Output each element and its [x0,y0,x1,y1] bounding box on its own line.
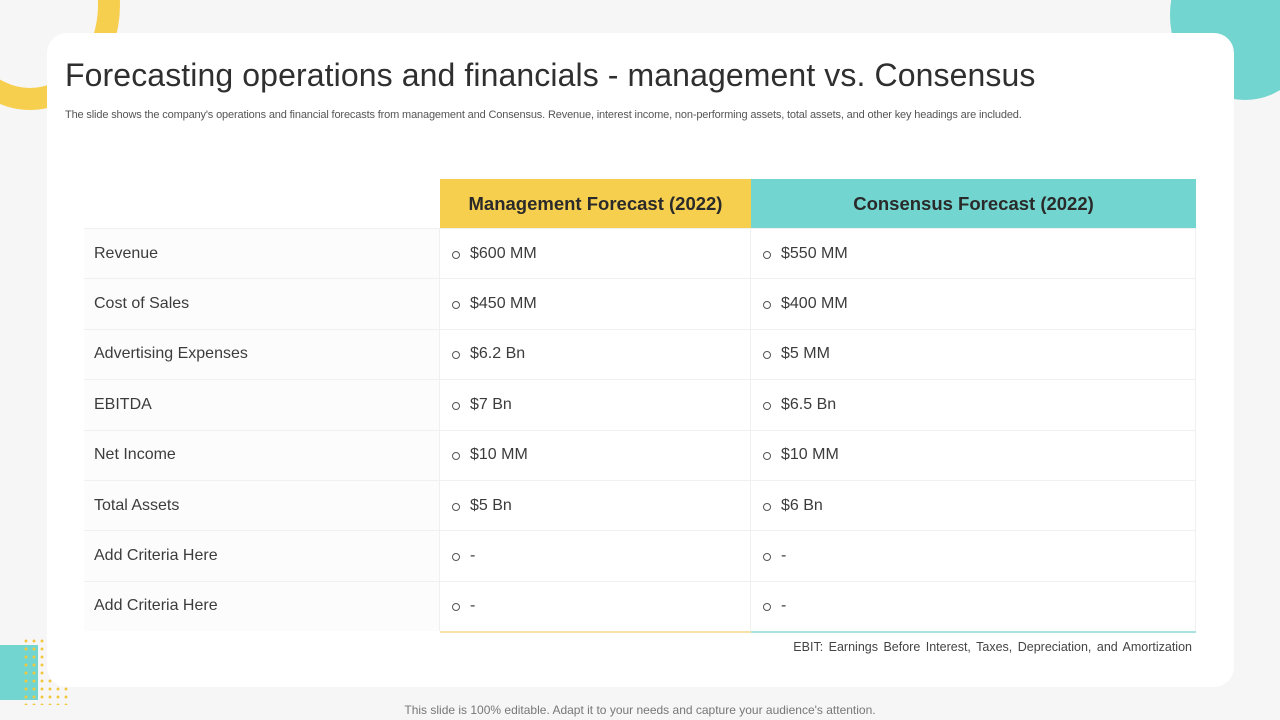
management-value: - [470,597,476,615]
management-value-cell [440,530,751,580]
table-row [84,228,1196,278]
circle-bullet-icon [452,503,460,511]
circle-bullet-icon [452,603,460,611]
consensus-value: $550 MM [781,244,848,262]
management-value-cell [440,228,751,278]
circle-bullet-icon [452,301,460,309]
slide-title: Forecasting operations and financials - management vs. Consensus [65,57,1036,93]
management-value-cell [440,480,751,530]
consensus-value-cell [751,329,1196,379]
circle-bullet-icon [763,603,771,611]
circle-bullet-icon [452,553,460,561]
management-value: $600 MM [470,244,537,262]
row-label: EBITDA [84,379,440,429]
table-row [84,430,1196,480]
management-value-cell [440,379,751,429]
consensus-value-cell [751,581,1196,631]
header-blank-cell [84,179,440,228]
table-row [84,379,1196,429]
management-value-cell [440,581,751,631]
management-value-cell [440,278,751,328]
table-row [84,329,1196,379]
consensus-bottom-line [751,631,1196,633]
row-label: Cost of Sales [84,278,440,328]
consensus-value: $10 MM [781,446,839,464]
table-row [84,480,1196,530]
slide-card [47,33,1234,687]
consensus-value: - [781,597,787,615]
consensus-value: $400 MM [781,295,848,313]
circle-bullet-icon [452,251,460,259]
table-row [84,278,1196,328]
consensus-value-cell [751,228,1196,278]
circle-bullet-icon [452,402,460,410]
consensus-value-cell [751,430,1196,480]
management-bottom-line [440,631,751,633]
circle-bullet-icon [763,503,771,511]
ebit-footnote: EBIT: Earnings Before Interest, Taxes, Depreciation, and Amortization [793,640,1192,654]
row-label: Net Income [84,430,440,480]
forecast-table [84,179,1196,633]
management-value-cell [440,430,751,480]
circle-bullet-icon [763,351,771,359]
consensus-value: $6.5 Bn [781,395,837,413]
consensus-value: $6 Bn [781,496,823,514]
management-value: $7 Bn [470,395,512,413]
row-label: Advertising Expenses [84,329,440,379]
management-value: $5 Bn [470,496,512,514]
row-label: Add Criteria Here [84,581,440,631]
consensus-value-cell [751,480,1196,530]
management-value: $6.2 Bn [470,345,526,363]
table-header-row [84,179,1196,228]
circle-bullet-icon [452,452,460,460]
row-label: Add Criteria Here [84,530,440,580]
slide-subtitle: The slide shows the company's operations and financial forecasts from management and Consensus. Revenue, interest income, non-performing assets, total assets, and other key headings are included. [65,109,1022,121]
circle-bullet-icon [763,251,771,259]
consensus-value-cell [751,278,1196,328]
table-bottom-accent [84,631,1196,633]
consensus-forecast-header: Consensus Forecast (2022) [751,179,1196,228]
row-label: Revenue [84,228,440,278]
consensus-value-cell [751,379,1196,429]
consensus-value: $5 MM [781,345,830,363]
circle-bullet-icon [763,553,771,561]
circle-bullet-icon [452,351,460,359]
circle-bullet-icon [763,402,771,410]
consensus-value: - [781,547,787,565]
table-row [84,581,1196,631]
row-label: Total Assets [84,480,440,530]
management-value-cell [440,329,751,379]
table-row [84,530,1196,580]
consensus-value-cell [751,530,1196,580]
management-value: $10 MM [470,446,528,464]
circle-bullet-icon [763,301,771,309]
management-forecast-header: Management Forecast (2022) [440,179,751,228]
editable-note: This slide is 100% editable. Adapt it to your needs and capture your audience's attention. [404,703,876,717]
circle-bullet-icon [763,452,771,460]
management-value: - [470,547,476,565]
management-value: $450 MM [470,295,537,313]
